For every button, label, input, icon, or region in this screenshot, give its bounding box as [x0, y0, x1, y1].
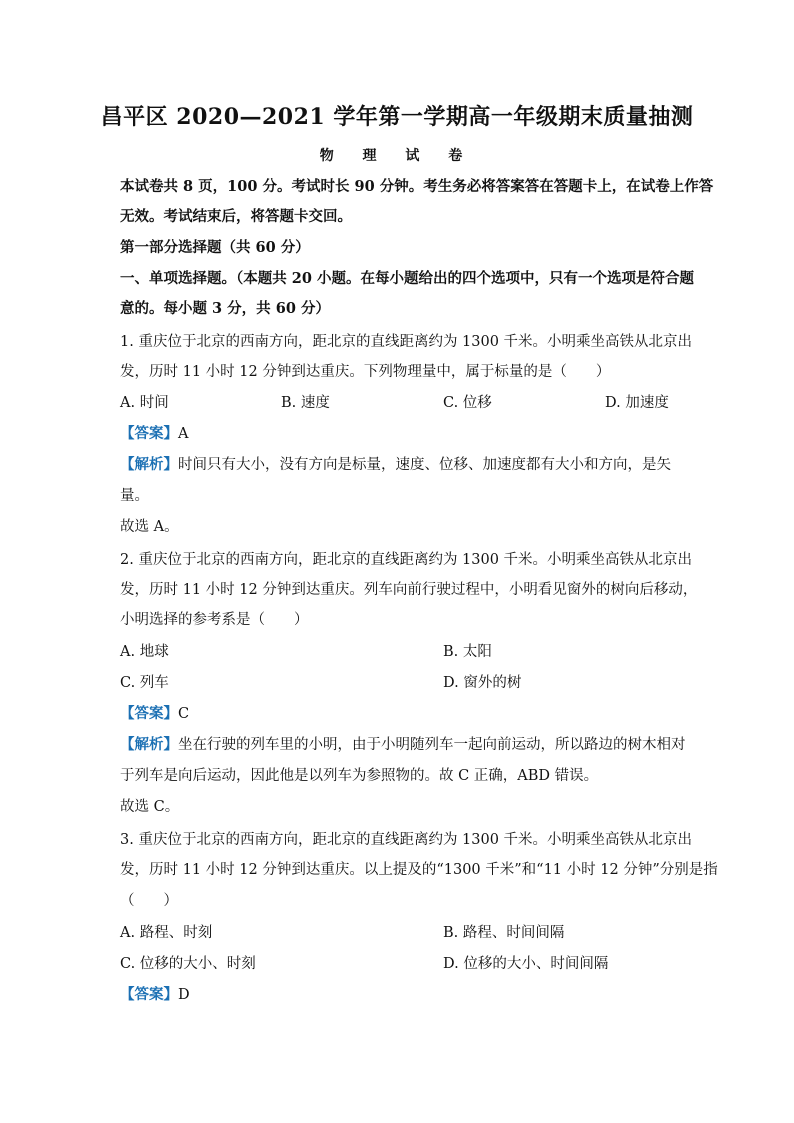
- q1-option-c: C. 位移: [443, 395, 492, 411]
- q3-stem-line-3: （ ）: [120, 893, 178, 909]
- q1-stem-line-1: 1. 重庆位于北京的西南方向，距北京的直线距离约为 1300 千米。小明乘坐高铁从北京出: [120, 334, 693, 350]
- q3-option-a: A. 路程、时刻: [120, 925, 213, 941]
- q1-option-b: B. 速度: [281, 395, 330, 411]
- page-subtitle: 物 理 试 卷: [319, 148, 475, 164]
- q3-stem-line-1: 3. 重庆位于北京的西南方向，距北京的直线距离约为 1300 千米。小明乘坐高铁从北京出: [120, 832, 693, 848]
- q2-option-a: A. 地球: [120, 644, 169, 660]
- q1-conclusion: 故选 A。: [120, 519, 179, 535]
- q1-stem-line-2: 发，历时 11 小时 12 分钟到达重庆。下列物理量中，属于标量的是（ ）: [120, 364, 611, 380]
- q2-stem-line-3: 小明选择的参考系是（ ）: [120, 612, 309, 628]
- q2-stem-line-1: 2. 重庆位于北京的西南方向，距北京的直线距离约为 1300 千米。小明乘坐高铁从北京出: [120, 552, 693, 568]
- section-instruction-line-1: 一、单项选择题。（本题共 20 小题。在每小题给出的四个选项中，只有一个选项是符合题: [120, 270, 695, 287]
- q1-option-d: D. 加速度: [605, 395, 669, 411]
- q2-analysis-line-2: 于列车是向后运动，因此他是以列车为参照物的。故 C 正确，ABD 错误。: [120, 768, 599, 784]
- q2-stem-line-2: 发，历时 11 小时 12 分钟到达重庆。列车向前行驶过程中，小明看见窗外的树向后移动，: [120, 582, 698, 598]
- answer-value: C: [178, 706, 190, 722]
- q1-option-a: A. 时间: [120, 395, 169, 411]
- q2-option-b: B. 太阳: [443, 644, 492, 660]
- intro-line-1: 本试卷共 8 页，100 分。考试时长 90 分钟。考生务必将答案答在答题卡上，在试卷上作答: [120, 178, 714, 195]
- part1-heading: 第一部分选择题（共 60 分）: [120, 239, 310, 256]
- q2-conclusion: 故选 C。: [120, 799, 180, 815]
- answer-label: 【答案】: [120, 425, 178, 442]
- answer-label: 【答案】: [120, 705, 178, 722]
- q3-option-d: D. 位移的大小、时间间隔: [443, 956, 609, 972]
- intro-line-2: 无效。考试结束后，将答题卡交回。: [120, 208, 352, 225]
- analysis-text: 时间只有大小，没有方向是标量，速度、位移、加速度都有大小和方向，是矢: [178, 457, 671, 473]
- q1-answer: [120, 424, 188, 444]
- q3-option-b: B. 路程、时间间隔: [443, 925, 565, 941]
- q1-analysis-line-1: [120, 455, 671, 475]
- q3-answer: [120, 985, 190, 1005]
- q1-analysis-line-2: 量。: [120, 488, 149, 504]
- page-title: 昌平区 2020—2021 学年第一学期高一年级期末质量抽测: [100, 104, 694, 130]
- analysis-label: 【解析】: [120, 736, 178, 753]
- section-instruction-line-2: 意的。每小题 3 分，共 60 分）: [120, 300, 330, 317]
- q3-stem-line-2: 发，历时 11 小时 12 分钟到达重庆。以上提及的“1300 千米”和“11 小时 12 分钟”分别是指: [120, 862, 718, 878]
- q2-option-d: D. 窗外的树: [443, 675, 522, 691]
- analysis-text: 坐在行驶的列车里的小明，由于小明随列车一起向前运动，所以路边的树木相对: [178, 737, 686, 753]
- q2-option-c: C. 列车: [120, 675, 169, 691]
- answer-value: A: [178, 426, 189, 442]
- answer-label: 【答案】: [120, 986, 178, 1003]
- q2-analysis-line-1: [120, 735, 686, 755]
- answer-value: D: [178, 987, 190, 1003]
- analysis-label: 【解析】: [120, 456, 178, 473]
- q2-answer: [120, 704, 189, 724]
- q3-option-c: C. 位移的大小、时刻: [120, 956, 256, 972]
